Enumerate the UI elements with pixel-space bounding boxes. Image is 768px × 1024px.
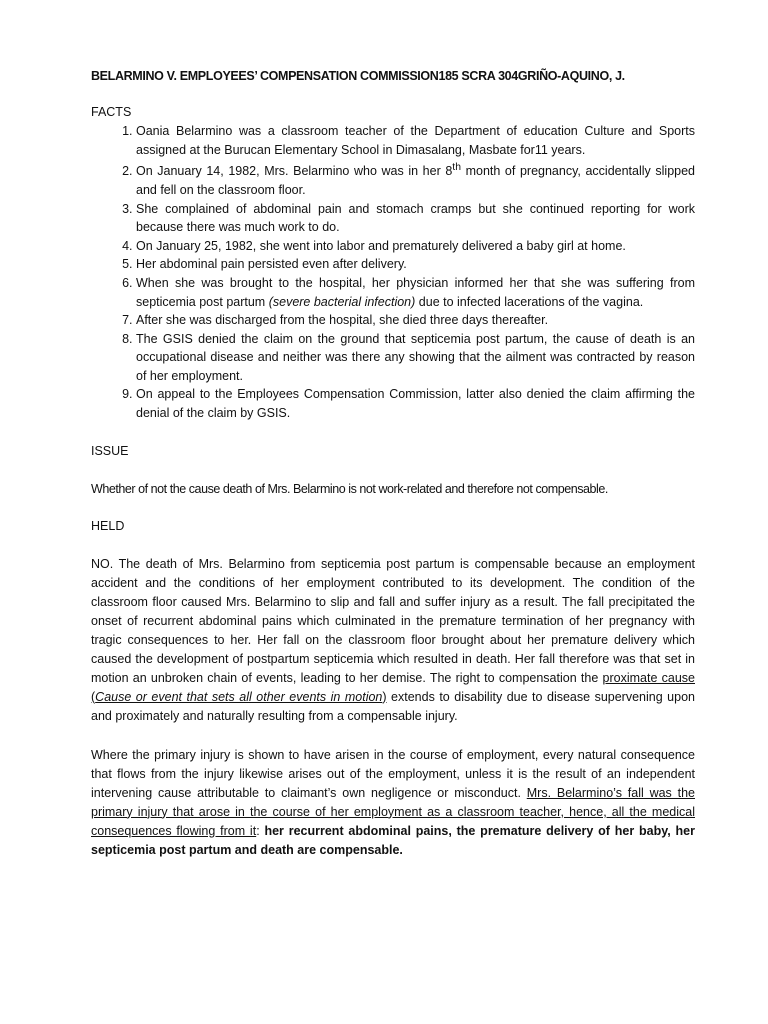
issue-heading: ISSUE <box>91 443 129 458</box>
fact-item: 6. When she was brought to the hospital, her physician informed her that she was suffering from septicemia post partum (severe bacterial infection) due to infected lacerations of the vagina. <box>136 274 695 311</box>
fact-item: 4. On January 25, 1982, she went into labor and prematurely delivered a baby girl at home. <box>136 237 695 256</box>
facts-list <box>91 122 695 423</box>
issue-text: Whether of not the cause death of Mrs. Belarmino is not work-related and therefore not compensable. <box>91 481 608 496</box>
case-title: BELARMINO V. EMPLOYEES’ COMPENSATION COMMISSION185 SCRA 304GRIÑO-AQUINO, J. <box>91 69 625 83</box>
fact-item: 3. She complained of abdominal pain and stomach cramps but she continued reporting for work because there was much work to do. <box>136 200 695 237</box>
fact-item: 7. After she was discharged from the hospital, she died three days thereafter. <box>136 311 695 330</box>
fact-item: 1. Oania Belarmino was a classroom teacher of the Department of education Culture and Sports assigned at the Burucan Elementary School in Dimasalang, Masbate for11 years. <box>136 122 695 159</box>
fact-item: 8. The GSIS denied the claim on the ground that septicemia post partum, the cause of death is an occupational disease and neither was there any showing that the ailment was contracted by reason of her employment. <box>136 330 695 386</box>
facts-heading: FACTS <box>91 105 132 119</box>
held-paragraph-1: NO. The death of Mrs. Belarmino from septicemia post partum is compensable because an employment accident and the conditions of her employment contributed to its development. The condition of the classroom floor caused Mrs. Belarmino to slip and fall and suffer injury as a result. The fall precipitated the onset of recurrent abdominal pains which culminated in the premature termination of her pregnancy with tragic consequences to her. Her fall on the classroom floor brought about her premature delivery which caused the development of postpartum septicemia which resulted in death. Her fall therefore was that set in motion an unbroken chain of events, leading to her demise. The right to compensation the proximate cause (Cause or event that sets all other events in motion) extends to disability due to disease supervening upon and proximately and naturally resulting from a compensable injury. <box>91 556 695 723</box>
fact-item: 9. On appeal to the Employees Compensation Commission, latter also denied the claim affirming the denial of the claim by GSIS. <box>136 385 695 422</box>
fact-item: 5. Her abdominal pain persisted even after delivery. <box>136 255 695 274</box>
held-heading: HELD <box>91 518 125 533</box>
held-paragraph-2: Where the primary injury is shown to have arisen in the course of employment, every natural consequence that flows from the injury likewise arises out of the employment, unless it is the result of an independent intervening cause attributable to claimant’s own negligence or misconduct. Mrs. Belarmino’s fall was the primary injury that arose in the course of her employment as a classroom teacher, hence, all the medical consequences flowing from it: her recurrent abdominal pains, the premature delivery of her baby, her septicemia post partum and death are compensable. <box>91 747 695 857</box>
fact-item: 2. On January 14, 1982, Mrs. Belarmino who was in her 8th month of pregnancy, accidentally slipped and fell on the classroom floor. <box>136 159 695 199</box>
